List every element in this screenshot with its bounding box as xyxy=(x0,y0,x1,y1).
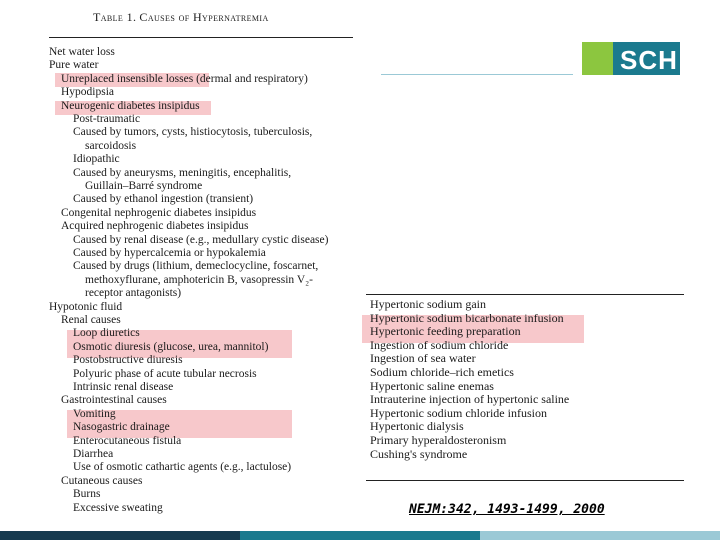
sch-logo xyxy=(582,42,680,75)
cause-line: Idiopathic xyxy=(73,153,120,166)
table-title-text: Causes of Hypernatremia xyxy=(139,10,269,24)
cause-line: Congenital nephrogenic diabetes insipidus xyxy=(61,206,257,219)
right-bottom-rule xyxy=(366,480,684,481)
cause-line: Caused by aneurysms, meningitis, encephalitis, xyxy=(73,166,292,179)
cause-line: Use of osmotic cathartic agents (e.g., lactulose) xyxy=(73,461,292,474)
logo-green-block xyxy=(582,42,613,75)
cause-line: Cutaneous causes xyxy=(61,474,143,487)
cause-line: Vomiting xyxy=(73,407,116,420)
cause-line: Hypodipsia xyxy=(61,86,115,99)
sodium-gain-line: Hypertonic sodium bicarbonate infusion xyxy=(370,310,564,325)
right-top-rule xyxy=(366,294,684,295)
sodium-gain-line: Hypertonic sodium chloride infusion xyxy=(370,405,547,420)
cause-line: Net water loss xyxy=(49,46,115,58)
cause-line: Intrinsic renal disease xyxy=(73,381,174,393)
bottom-bar-teal xyxy=(240,531,480,540)
cause-line: Diarrhea xyxy=(73,448,114,460)
cause-line: Hypotonic fluid xyxy=(49,300,123,313)
cause-line: Guillain–Barré syndrome xyxy=(85,180,203,192)
cause-line: receptor antagonists) xyxy=(85,287,182,300)
cause-line: Unreplaced insensible losses (dermal and respiratory) xyxy=(61,72,308,85)
sodium-gain-line: Hypertonic feeding preparation xyxy=(370,324,521,339)
sodium-gain-line: Hypertonic sodium gain xyxy=(370,297,486,311)
title-rule xyxy=(49,37,353,38)
cause-line: Caused by renal disease (e.g., medullary cystic disease) xyxy=(73,233,329,246)
cause-line: Renal causes xyxy=(61,314,121,326)
cause-line: Osmotic diuresis (glucose, urea, mannitol) xyxy=(73,340,269,353)
cause-line: methoxyflurane, amphotericin B, vasopressin V₂- xyxy=(85,273,313,286)
cause-line: sarcoidosis xyxy=(85,139,137,152)
cause-line: Loop diuretics xyxy=(73,327,140,340)
table-label: Table 1. xyxy=(93,10,137,24)
table-title xyxy=(93,10,269,25)
citation: NEJM:342, 1493-1499, 2000 xyxy=(409,502,605,517)
bottom-bar-navy xyxy=(0,531,240,540)
cause-line: Neurogenic diabetes insipidus xyxy=(61,99,200,112)
logo-text: SCH xyxy=(620,45,678,75)
sodium-gain-line: Ingestion of sea water xyxy=(370,351,476,366)
cause-line: Gastrointestinal causes xyxy=(61,394,167,407)
cause-line: Pure water xyxy=(49,59,99,72)
cause-line: Burns xyxy=(73,488,101,501)
cause-line: Post-traumatic xyxy=(73,113,141,125)
logo-rule xyxy=(381,74,573,75)
cause-line: Acquired nephrogenic diabetes insipidus xyxy=(61,220,249,233)
cause-line: Caused by ethanol ingestion (transient) xyxy=(73,193,254,206)
sodium-gain-line: Ingestion of sodium chloride xyxy=(370,337,509,352)
cause-line: Caused by hypercalcemia or hypokalemia xyxy=(73,247,266,259)
sodium-gain-line: Hypertonic saline enemas xyxy=(370,378,494,393)
sodium-gain-line: Intrauterine injection of hypertonic saline xyxy=(370,392,570,407)
cause-line: Enterocutaneous fistula xyxy=(73,434,182,447)
cause-line: Polyuric phase of acute tubular necrosis xyxy=(73,367,257,380)
sodium-gain-line: Sodium chloride–rich emetics xyxy=(370,365,514,379)
sodium-gain-line: Primary hyperaldosteronism xyxy=(370,433,507,447)
cause-line: Caused by tumors, cysts, histiocytosis, tuberculosis, xyxy=(73,126,313,139)
sodium-gain-line: Hypertonic dialysis xyxy=(370,419,464,434)
cause-line: Postobstructive diuresis xyxy=(73,354,183,367)
bottom-bar-lightblue xyxy=(480,531,720,540)
sodium-gain-line: Cushing's syndrome xyxy=(370,446,468,461)
cause-line: Caused by drugs (lithium, demeclocycline, foscarnet, xyxy=(73,260,319,273)
cause-line: Nasogastric drainage xyxy=(73,421,170,434)
cause-line: Excessive sweating xyxy=(73,501,163,514)
